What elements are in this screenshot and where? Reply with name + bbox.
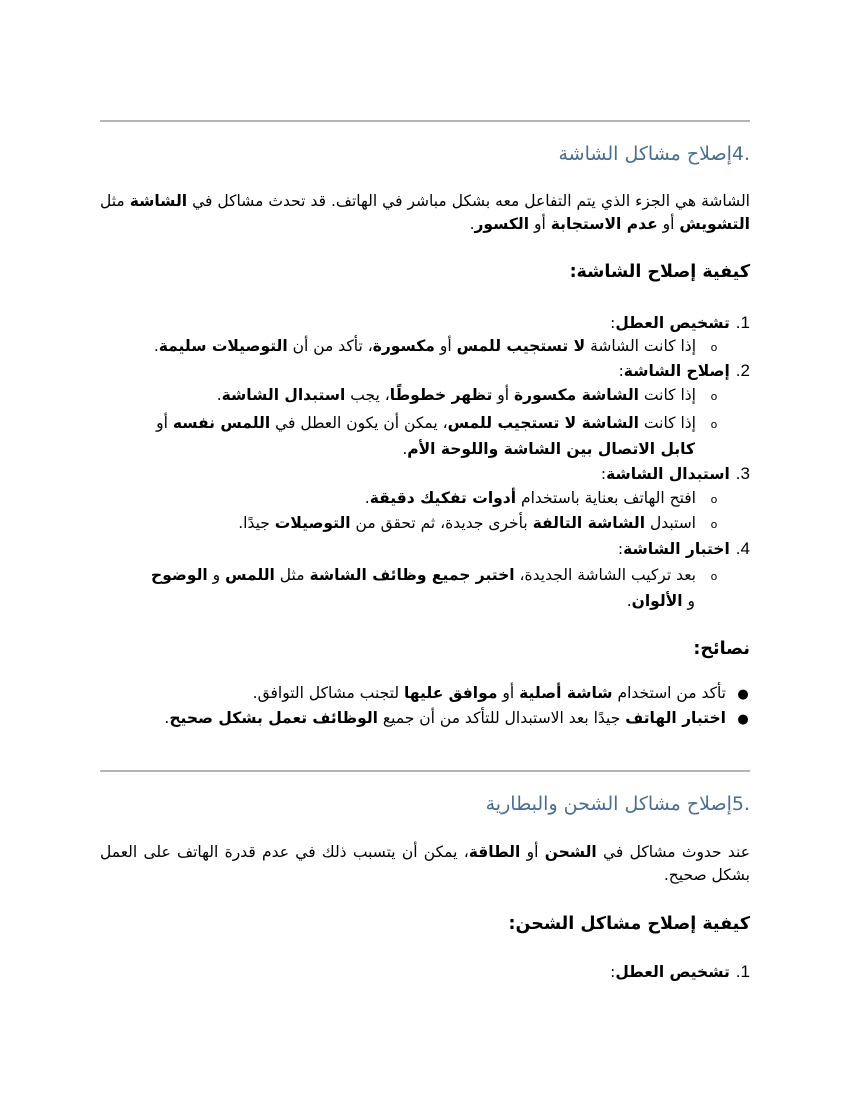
circle-bullet-icon: o (710, 570, 718, 583)
screen-repair-howto-heading: كيفية إصلاح الشاشة: (569, 262, 750, 282)
step-3-sub-1: oافتح الهاتف بعناية باستخدام أدوات تفكيك دقيقة. (70, 487, 750, 511)
step-4-sub-1: oبعد تركيب الشاشة الجديدة، اختبر جميع وظائف الشاشة مثل اللمس و الوضوح (70, 564, 750, 588)
section-4-intro: الشاشة هي الجزء الذي يتم التفاعل معه بشكل مباشر في الهاتف. قد تحدث مشاكل في الشاشة مثل التشويش أو عدم الاستجابة أو الكسور. (100, 192, 750, 233)
step-4-sub-1-continued: و الألوان. (626, 592, 695, 610)
step-4: 4.اختبار الشاشة: (617, 539, 750, 558)
section-5-heading: .5إصلاح مشاكل الشحن والبطارية (485, 793, 750, 815)
bullet-icon: ● (737, 687, 749, 702)
circle-bullet-icon: o (710, 493, 718, 506)
step-2-sub-2-continued: كابل الاتصال بين الشاشة واللوحة الأم. (402, 440, 695, 458)
step-2-sub-1: oإذا كانت الشاشة مكسورة أو تظهر خطوطًا، يجب استبدال الشاشة. (70, 384, 750, 408)
tip-2: ●اختبار الهاتف جيدًا بعد الاستبدال للتأكد من أن جميع الوظائف تعمل بشكل صحيح. (100, 707, 750, 731)
charging-repair-howto-heading: كيفية إصلاح مشاكل الشحن: (508, 914, 750, 934)
step-2: 2.إصلاح الشاشة: (618, 361, 750, 380)
circle-bullet-icon: o (710, 418, 718, 431)
step-3: 3.استبدال الشاشة: (600, 464, 750, 483)
circle-bullet-icon: o (710, 390, 718, 403)
tips-heading: نصائح: (693, 639, 750, 659)
section-divider (100, 120, 750, 122)
step-1-sub-1: oإذا كانت الشاشة لا تستجيب للمس أو مكسورة، تأكد من أن التوصيلات سليمة. (70, 335, 750, 359)
step-3-sub-2: oاستبدل الشاشة التالفة بأخرى جديدة، ثم تحقق من التوصيلات جيدًا. (70, 512, 750, 536)
step-1: 1.تشخيص العطل: (610, 313, 750, 332)
circle-bullet-icon: o (710, 341, 718, 354)
circle-bullet-icon: o (710, 518, 718, 531)
section-divider (100, 770, 750, 772)
bullet-icon: ● (737, 712, 749, 727)
section-4-heading: .4إصلاح مشاكل الشاشة (558, 143, 750, 165)
section-5-intro: عند حدوث مشاكل في الشحن أو الطاقة، يمكن أن يتسبب ذلك في عدم قدرة الهاتف على العمل بشكل صحيح. (100, 843, 750, 884)
charging-step-1: 1.تشخيص العطل: (610, 962, 750, 981)
tip-1: ●تأكد من استخدام شاشة أصلية أو موافق عليها لتجنب مشاكل التوافق. (100, 682, 750, 706)
step-2-sub-2: oإذا كانت الشاشة لا تستجيب للمس، يمكن أن يكون العطل في اللمس نفسه أو (70, 412, 750, 436)
